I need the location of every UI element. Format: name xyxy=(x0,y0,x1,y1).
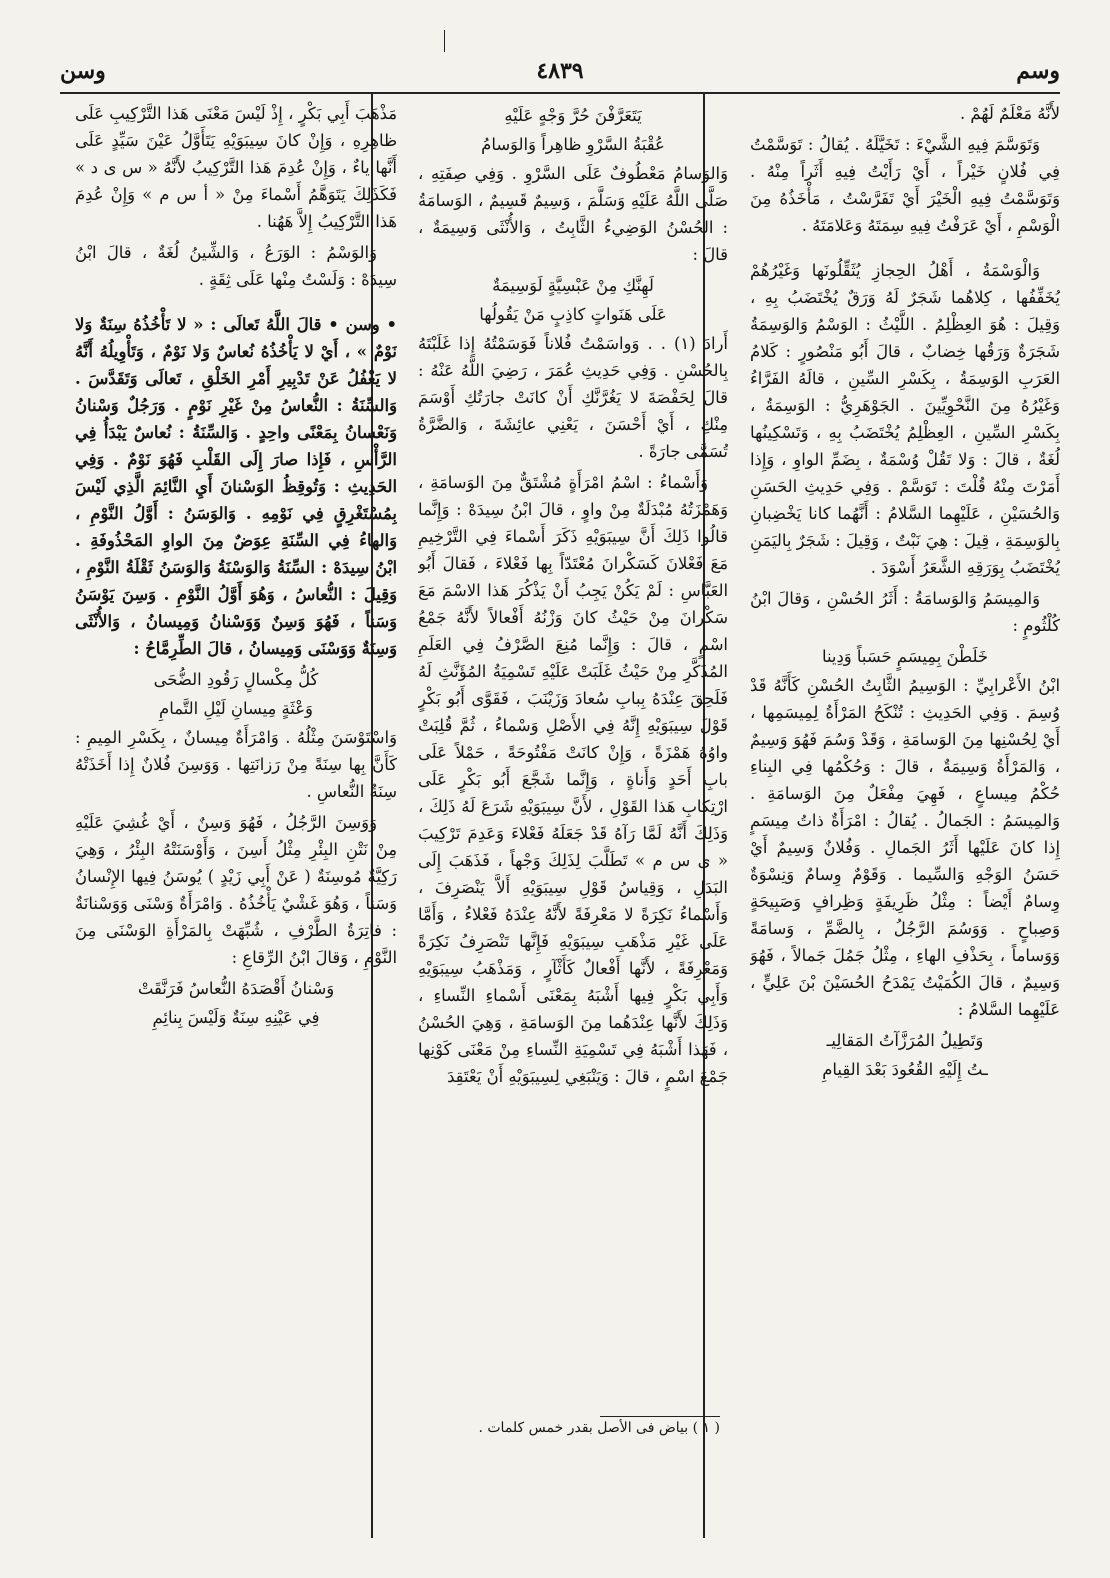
paragraph: وَأَسْماءُ : اسْمُ امْرَأَةٍ مُشْتَقٌّ مِنَ الوَسامَةِ ، وَهَمْزَتُهُ مُبْدَلَةٌ مِنْ واوٍ ، قالَ ابْنُ سِيدَهْ : وَإِنَّما قالُوا ذَلِكَ أَنَّ سِيبَوَيْهِ ذَكَرَ أَسْماءَ فِي التَّرْخِيمِ مَعَ فَعْلانَ كَسَكْرانَ مُعْتَدّاً بِها فَعْلاءَ ، فَقالَ أَبُو العَبَّاسِ : لَمْ يَكُنْ يَجِبُ أَنْ يَذْكُرَ هَذا الاسْمَ مَعَ سَكْرانَ مِنْ حَيْثُ كانَ وَزْنُهُ أَفْعالاً لأَنَّهُ جَمْعُ اسْمٍ ، قالَ : وَإِنَّما مُنِعَ الصَّرْفُ فِي العَلَمِ المُذَكَّرِ مِنْ حَيْثُ غَلَبَتْ عَلَيْهِ تَسْمِيَةُ المُؤَنَّثِ لَهُ فَلَحِقَ عِنْدَهُ بِبابِ سُعادَ وَزَيْنَبَ ، فَقَوَّى أَبُو بَكْرٍ قَوْلَ سِيبَوَيْهِ إِنَّهُ فِي الأَصْلِ وَسْماءُ ، ثُمَّ قُلِبَتْ واوُهُ هَمْزَةً ، وَإِنْ كانَتْ مَفْتُوحَةً ، حَمْلاً عَلَى بابِ أَحَدٍ وَأَناةٍ ، وَإِنَّما شَجَّعَ أَبُو بَكْرٍ عَلَى ارْتِكابِ هَذا القَوْلِ ، لأَنَّ سِيبَوَيْهِ شَرَعَ لَهُ ذَلِكَ ، وَذَلِكَ أَنَّهُ لَمَّا رَآهُ قَدْ جَعَلَهُ فَعْلاءَ وَعَدِمَ تَرْكِيبَ « ى س م » تَطَلَّبَ لِذَلِكَ وَجْهاً ، فَذَهَبَ إِلَى البَدَلِ ، وَقِياسُ قَوْلِ سِيبَوَيْهِ أَلاَّ يَنْصَرِفَ ، وَأَسْماءُ نَكِرَةً لا مَعْرِفَةً لأَنَّهُ عِنْدَهُ فَعْلاءُ ، وَأَمَّا عَلَى غَيْرِ مَذْهَبِ سِيبَوَيْهِ فَإِنَّها تَنْصَرِفُ نَكِرَةً وَمَعْرِفَةً ، لأَنَّها أَفْعالٌ كَأَثْآرٍ ، وَمَذْهَبُ سِيبَوَيْهِ وَأَبِي بَكْرٍ فِيها أَشْبَهُ بِمَعْنَى أَسْماءِ النِّساءِ ، وَذَلِكَ لأَنَّها عِنْدَهُما مِنَ الوَسامَةِ ، وَهِيَ الحُسْنُ ، فَهَذا أَشْبَهُ فِي تَسْمِيَةِ النِّساءِ مِنْ مَعْنَى كَوْنِها جَمْعَ اسْمٍ ، قالَ : وَيَنْبَغِي لِسِيبَوَيْهِ أَنْ يَعْتَقِدَ xyxy=(418,473,728,1086)
paragraph: وَالمِيسَمُ وَالوَسامَةُ : أَثَرُ الحُسْنِ ، وَقالَ ابْنُ كُلْثُومٍ : xyxy=(750,589,1060,635)
verse-line: كُلُّ مِكْسالٍ رَقُودِ الضُّحَى xyxy=(153,670,319,689)
page-number: ٤٨٣٩ xyxy=(536,58,584,84)
verse-line: يَتَعَرَّفْنَ حُرَّ وَجْهٍ عَلَيْهِ xyxy=(504,106,642,125)
paragraph: أَرادَ (١) . . وَواسَمْتُ فُلاناً فَوَسَمْتُهُ إِذا غَلَبْتَهُ بِالحُسْنِ . وَفِي حَدِيثِ عُمَرَ ، رَضِيَ اللَّهُ عَنْهُ : قالَ لِحَفْصَةَ لا يَغُرَّنَّكِ أَنْ كانَتْ جارَتُكِ أَوْسَمَ مِنْكِ ، أَيْ أَحْسَنَ ، يَعْنِي عائِشَةَ ، وَالضَّرَّةُ تُسَمَّى جارَةً . xyxy=(418,334,728,461)
verse-line: ـتُ إِلَيْهِ القُعُودَ بَعْدَ القِيامِ xyxy=(822,1060,988,1079)
paragraph: لأَنَّهُ مَعْلَمٌ لَهُمْ . xyxy=(959,104,1060,123)
paragraph: وَاسْتَوْسَنَ مِثْلُهُ . وَامْرَأَةٌ مِيسانٌ ، بِكَسْرِ المِيمِ : كَأَنَّ بِها سِنَةً مِنْ رَزانَتِها . وَوَسِنَ فُلانٌ إِذا أَخَذَتْهُ سِنَةُ النُّعاسِ . xyxy=(75,728,397,801)
entry-paragraph: • وسن • قالَ اللَّهُ تَعالَى : « لا تَأْخُذُهُ سِنَةٌ وَلا نَوْمٌ » ، أَيْ لا يَأْخُذُهُ نُعاسٌ وَلا نَوْمٌ ، وَتَأْوِيلُهُ أَنَّهُ لا يَغْفُلُ عَنْ تَدْبِيرِ أَمْرِ الخَلْقِ ، تَعالَى وَتَقَدَّسَ . وَالسِّنَةُ : النُّعاسُ مِنْ غَيْرِ نَوْمٍ . وَرَجُلٌ وَسْنانُ وَنَعْسانُ بِمَعْنًى واحِدٍ . وَالسِّنَةُ : نُعاسٌ يَبْدَأُ فِي الرَّأْسِ ، فَإِذا صارَ إِلَى القَلْبِ فَهُوَ نَوْمٌ . وَفِي الحَدِيثِ : وَتُوقِظُ الوَسْنانَ أَيِ النَّائِمَ الَّذِي لَيْسَ بِمُسْتَغْرِقٍ فِي نَوْمِهِ . وَالوَسَنُ : أَوَّلُ النَّوْمِ ، وَالهاءُ فِي السِّنَةِ عِوَضٌ مِنَ الواوِ المَحْذُوفَةِ . ابْنُ سِيدَهْ : السِّنَةُ وَالوَسْنَةُ وَالوَسَنُ ثَقْلَةُ النَّوْمِ ، وَقِيلَ : النُّعاسُ ، وَهُوَ أَوَّلُ النَّوْمِ . وَسِنَ يَوْسَنُ وَسَناً ، فَهُوَ وَسِنٌ وَوَسْنانُ وَمِيسانُ ، وَالأُنْثَى وَسِنَةٌ وَوَسْنَى وَمِيسانُ ، قالَ الطِّرِمَّاحُ : xyxy=(75,315,397,658)
paragraph: مَذْهَبَ أَبِي بَكْرٍ ، إِذْ لَيْسَ مَعْنَى هَذا التَّرْكِيبِ عَلَى ظاهِرِهِ ، وَإِنْ كانَ سِيبَوَيْهِ يَتَأَوَّلُ عَيْنَ سَيِّدٍ عَلَى أَنَّها ياءٌ ، وَإِنْ عُدِمَ هَذا التَّرْكِيبُ لأَنَّهُ « س ى د » فَكَذَلِكَ يَتَوَهَّمُ أَسْماءَ مِنْ « أ س م » وَإِنْ عُدِمَ هَذا التَّرْكِيبُ إِلاَّ هَهُنا . xyxy=(75,104,397,231)
top-mark xyxy=(444,30,445,52)
column-left xyxy=(75,100,397,1538)
column-middle xyxy=(418,100,728,1410)
left-headword: وسن xyxy=(60,58,106,84)
verse-line: خَلَطْنَ بِمِيسَمٍ حَسَباً وَدِينا xyxy=(821,647,989,666)
right-headword: وسم xyxy=(1016,58,1060,84)
paragraph: ابْنُ الأَعْرابِيِّ : الوَسِيمُ الثَّابِتُ الحُسْنِ كَأَنَّهُ قَدْ وُسِمَ . وَفِي الحَدِيثِ : تُنْكَحُ المَرْأَةُ لِمِيسَمِها ، أَيْ لِحُسْنِها مِنَ الوَسامَةِ ، وَقَدْ وَسُمَ فَهُوَ وَسِيمٌ ، وَالمَرْأَةُ وَسِيمَةٌ ، قالَ : وَحُكْمُها فِي البِناءِ حُكْمُ مِيساعٍ ، فَهِيَ مِفْعَلٌ مِنَ الوَسامَةِ . وَالمِيسَمُ : الجَمالُ . يُقالُ : امْرَأَةٌ ذاتُ مِيسَمٍ إِذا كانَ عَلَيْها أَثَرُ الجَمالِ . وَفُلانٌ وَسِيمٌ أَيْ حَسَنُ الوَجْهِ وَالسِّيما . وَقَوْمٌ وِسامٌ وَنِسْوَةٌ وِسامٌ أَيْضاً : مِثْلُ ظَرِيفَةٍ وَظِرافٍ وَصَبِيحَةٍ وَصِباحٍ . وَوَسُمَ الرَّجُلُ ، بِالضَّمِّ ، وَسامَةً وَوَساماً ، بِحَذْفِ الهاءِ ، مِثْلُ جَمُلَ جَمالاً ، فَهُوَ وَسِيمٌ ، قالَ الكُمَيْتُ يَمْدَحُ الحُسَيْنَ بْنَ عَلِيٍّ ، عَلَيْهِما السَّلامُ : xyxy=(750,676,1060,1019)
verse-line: لَهِنَّكِ مِنْ عَبْسِيَّةٍ لَوَسِيمَةٌ xyxy=(492,276,654,295)
verse-line: عُقْبَةُ السَّرْوِ ظاهِراً وَالوَسامُ xyxy=(481,135,665,154)
verse-line: عَلَى هَنَواتٍ كاذِبٍ مَنْ يَقُولُها xyxy=(479,305,667,324)
paragraph: وَتَوَسَّمَ فِيهِ الشَّيْءَ : تَخَيَّلَهُ . يُقالُ : تَوَسَّمْتُ فِي فُلانٍ خَيْراً ، أَيْ رَأَيْتُ فِيهِ أَثَراً مِنْهُ . وَتَوَسَّمْتُ فِيهِ الْخَيْرَ أَيْ تَفَرَّسْتُ ، مَأْخَذُهُ مِنَ الْوَسْمِ ، أَيْ عَرَفْتُ فِيهِ سِمَتَهُ وَعَلامَتَهُ . xyxy=(750,135,1060,235)
verse-line: وَسْنانُ أَقْصَدَهُ النُّعاسُ فَرَنَّقَتْ xyxy=(137,979,335,998)
verse-line: وَعْثَةٍ مِيسانِ لَيْلِ التَّمامِ xyxy=(159,699,313,718)
paragraph: وَوَسِنَ الرَّجُلُ ، فَهُوَ وَسِنٌ ، أَيْ غُشِيَ عَلَيْهِ مِنْ نَتْنِ البِئْرِ مِثْلُ أَسِنَ ، وَأَوْسَنَتْهُ البِئْرُ ، وَهِيَ رَكِيَّةٌ مُوسِنَةٌ ( عَنْ أَبِي زَيْدٍ ) يُوسَنُ فِيها الإِنْسانُ وَسَناً ، وَهُوَ غَشْيٌ يَأْخُذُهُ . وَامْرَأَةٌ وَسْنَى وَوَسْنانَةٌ : فاتِرَةُ الطَّرْفِ ، شُبِّهَتْ بِالمَرْأَةِ الوَسْنَى مِنَ النَّوْمِ ، وَقالَ ابْنُ الرِّقاعِ : xyxy=(75,813,397,967)
paragraph: وَالوَسامُ مَعْطُوفٌ عَلَى السَّرْوِ . وَفِي صِفَتِهِ ، صَلَّى اللَّهُ عَلَيْهِ وَسَلَّمَ ، وَسِيمٌ قَسِيمٌ ، الوَسامَةُ : الحُسْنُ الوَضِيءُ الثَّابِتُ ، وَالأُنْثَى وَسِيمَةٌ ، قالَ : xyxy=(418,164,728,264)
footnote: ( ١ ) بياض فى الأصل بقدر خمس كلمات . xyxy=(478,1420,720,1436)
verse-line: وَتَطِيلُ المُرَزَّآتُ المَقالِيـ xyxy=(826,1031,984,1050)
column-right xyxy=(750,100,1060,1538)
footnote-rule xyxy=(600,1416,720,1417)
header-rule xyxy=(60,92,1060,94)
paragraph: وَالْوَسْمَةُ ، أَهْلُ الحِجازِ يُثَقِّلُونَها وَغَيْرُهُمْ يُخَفِّفُها ، كِلاهُما شَجَرٌ لَهُ وَرَقٌ يُخْتَضَبُ بِهِ ، وَقِيلَ : هُوَ العِظْلِمُ . اللَّيْثُ : الوَسْمُ وَالوَسِمَةُ شَجَرَةٌ وَرَقُها خِضابٌ ، قالَ أَبُو مَنْصُورٍ : كَلامُ العَرَبِ الوَسِمَةُ ، بِكَسْرِ السِّينِ ، قالَهُ الفَرَّاءُ وَغَيْرُهُ مِنَ النَّحْوِيِّينَ . الجَوْهَرِيُّ : الوَسِمَةُ ، بِكَسْرِ السِّينِ ، العِظْلِمُ يُخْتَضَبُ بِهِ ، وَتَسْكِينُها لُغَةٌ ، قالَ : وَلا تَقُلْ وُسْمَةٌ ، بِضَمِّ الواوِ ، وَإِذا أَمَرْتَ مِنْهُ قُلْتَ : تَوَسَّمْ . وَفِي حَدِيثِ الحَسَنِ وَالحُسَيْنِ ، عَلَيْهِما السَّلامُ : أَنَّهُما كانا يَخْضِبانِ بِالوَسِمَةِ ، قِيلَ : هِيَ نَبْتٌ ، وَقِيلَ : شَجَرٌ بِاليَمَنِ يُخْتَضَبُ بِوَرَقِهِ الشَّعَرُ أَسْوَدَ . xyxy=(750,261,1060,577)
verse-line: فِي عَيْنِهِ سِنَةٌ وَلَيْسَ بِنائِمِ xyxy=(152,1008,320,1027)
page-header xyxy=(60,58,1060,92)
paragraph: وَالوَسْمُ : الوَرَعُ ، وَالشِّينُ لُغَةٌ ، قالَ ابْنُ سِيدَهْ : وَلَسْتُ مِنْها عَلَى ثِقَةٍ . xyxy=(75,243,397,289)
